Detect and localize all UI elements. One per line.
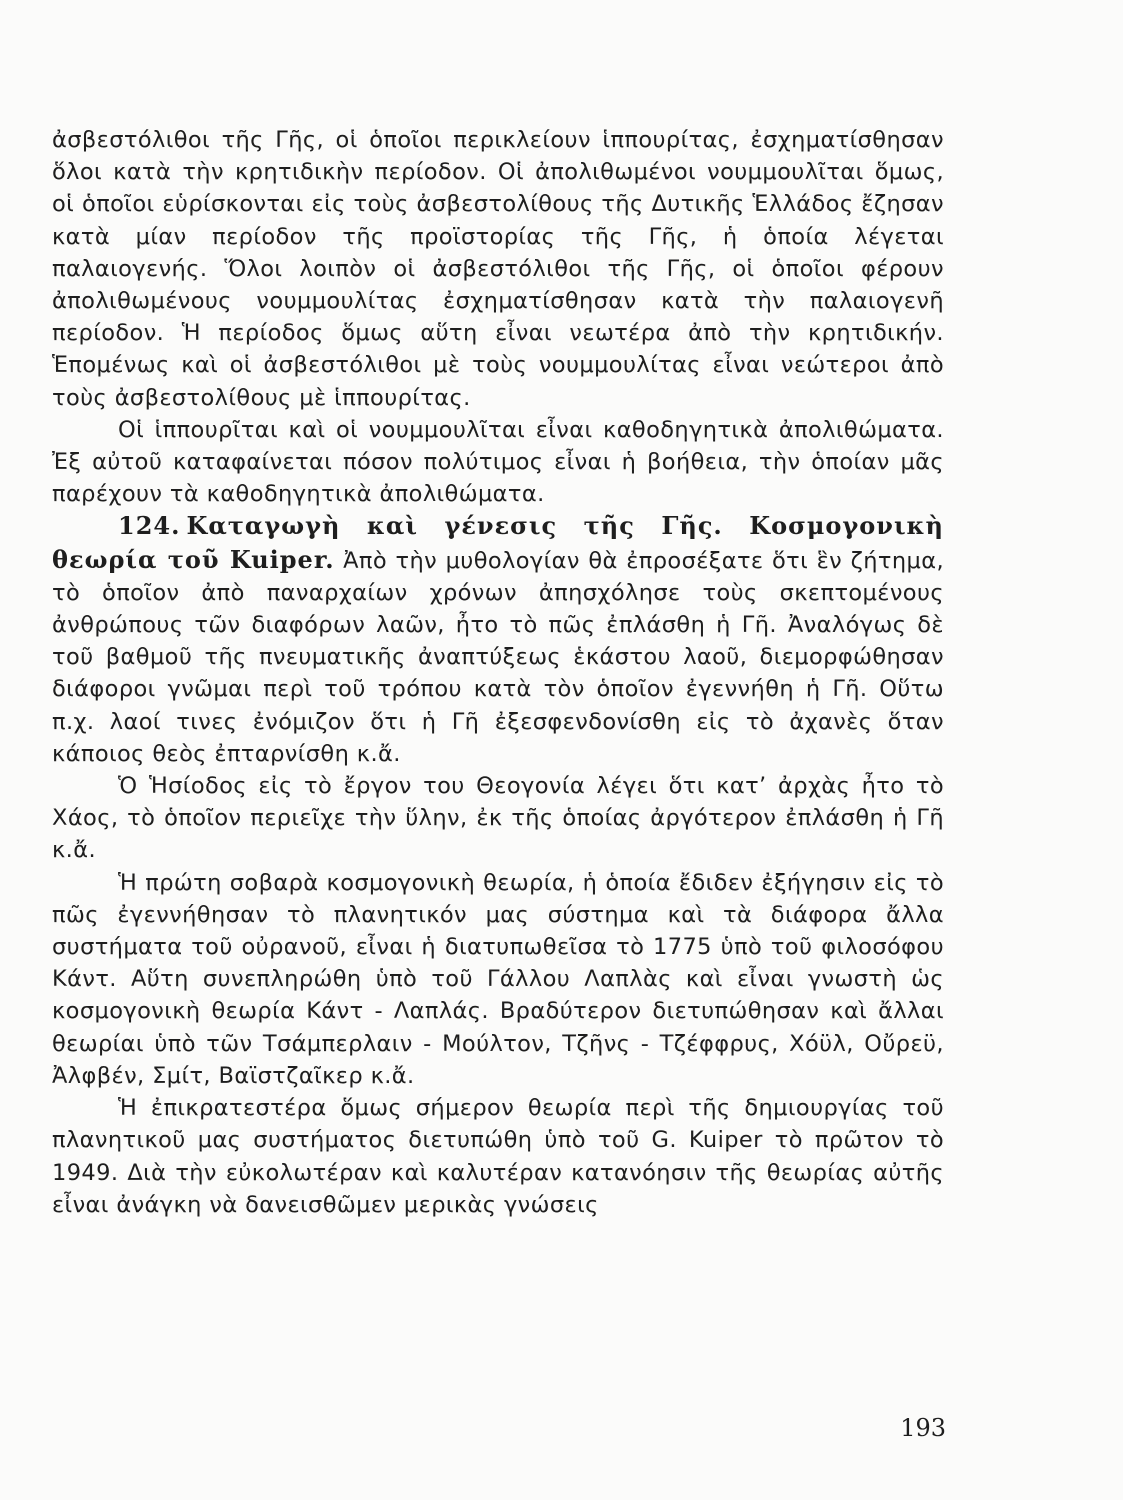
intro-paragraph-2: Οἱ ἱππουρῖται καὶ οἱ νουμμουλῖται εἶναι καθοδηγητικὰ ἀπολιθώματα. Ἐξ αὐτοῦ καταφαίνεται πόσον πολύτιμος εἶναι ἡ βοήθεια, τὴν ὁποίαν μᾶς παρέχουν τὰ καθοδηγητικὰ ἀπολιθώματα. xyxy=(52,416,944,508)
section-124-paragraph xyxy=(52,510,944,770)
section-paragraph-hesiod: Ὁ Ἡσίοδος εἰς τὸ ἔργον του Θεογονία λέγει ὅτι κατ’ ἀρχὰς ἦτο τὸ Χάος, τὸ ὁποῖον περιεῖχε τὴν ὕλην, ἐκ τῆς ὁποίας ἀργότερον ἐπλάσθη ἡ Γῆ κ.ἄ. xyxy=(52,773,944,864)
section-paragraph-kant-laplace: Ἡ πρώτη σοβαρὰ κοσμογονικὴ θεωρία, ἡ ὁποία ἔδιδεν ἐξήγησιν εἰς τὸ πῶς ἐγεννήθησαν τὸ πλανητικόν μας σύστημα καὶ τὰ διάφορα ἄλλα συστήματα τοῦ οὐρανοῦ, εἶναι ἡ διατυπωθεῖσα τὸ 1775 ὑπὸ τοῦ φιλοσόφου Κάντ. Αὕτη συνεπληρώθη ὑπὸ τοῦ Γάλλου Λαπλὰς καὶ εἶναι γνωστὴ ὡς κοσμογονικὴ θεωρία Κάντ - Λαπλάς. Βραδύτερον διετυπώθησαν καὶ ἄλλαι θεωρίαι ὑπὸ τῶν Τσάμπερλαιν - Μούλτον, Τζῆνς - Τζέφφρυς, Χόϋλ, Οὔρεϋ, Ἀλφβέν, Σμίτ, Βαϊστζαῖκερ κ.ἄ. xyxy=(52,869,944,1089)
section-lead-text: Ἀπὸ τὴν μυθολογίαν θὰ ἐπροσέξατε ὅτι ἓν ζήτημα, τὸ ὁποῖον ἀπὸ παναρχαίων χρόνων ἀπησχόλησε τοὺς σκεπτομένους ἀνθρώπους τῶν διαφόρων λαῶν, ἦτο τὸ πῶς ἐπλάσθη ἡ Γῆ. Ἀναλόγως δὲ τοῦ βαθμοῦ τῆς πνευματικῆς ἀναπτύξεως ἑκάστου λαοῦ, διεμορφώθησαν διάφοροι γνῶμαι περὶ τοῦ τρόπου κατὰ τὸν ὁποῖον ἐγεννήθη ἡ Γῆ. Οὕτω π.χ. λαοί τινες ἐνόμιζον ὅτι ἡ Γῆ ἐξεσφενδονίσθη εἰς τὸ ἀχανὲς ὅταν κάποιος θεὸς ἐπταρνίσθη κ.ἄ. xyxy=(52,547,944,767)
intro-paragraph-1: ἀσβεστόλιθοι τῆς Γῆς, οἱ ὁποῖοι περικλείουν ἱππουρίτας, ἐσχηματίσθησαν ὅλοι κατὰ τὴν κρητιδικὴν περίοδον. Οἱ ἀπολιθωμένοι νουμμουλῖται ὅμως, οἱ ὁποῖοι εὑρίσκονται εἰς τοὺς ἀσβεστολίθους τῆς Δυτικῆς Ἑλλάδος ἔζησαν κατὰ μίαν περίοδον τῆς προϊστορίας τῆς Γῆς, ἡ ὁποία λέγεται παλαιογενής. Ὅλοι λοιπὸν οἱ ἀσβεστόλιθοι τῆς Γῆς, οἱ ὁποῖοι φέρουν ἀπολιθωμένους νουμμουλίτας ἐσχηματίσθησαν κατὰ τὴν παλαιογενῆ περίοδον. Ἡ περίοδος ὅμως αὕτη εἶναι νεωτέρα ἀπὸ τὴν κρητιδικήν. Ἑπομένως καὶ οἱ ἀσβεστόλιθοι μὲ τοὺς νουμμουλίτας εἶναι νεώτεροι ἀπὸ τοὺς ἀσβεστολίθους μὲ ἱππουρίτας. xyxy=(52,127,944,411)
section-number: 124. xyxy=(118,511,181,541)
page-number: 193 xyxy=(900,1414,946,1442)
section-title: Καταγωγὴ καὶ γένεσις τῆς Γῆς. Κοσμογονικὴ θεωρία τοῦ Kuiper. xyxy=(52,511,944,574)
section-paragraph-kuiper: Ἡ ἐπικρατεστέρα ὅμως σήμερον θεωρία περὶ τῆς δημιουργίας τοῦ πλανητικοῦ μας συστήματος διετυπώθη ὑπὸ τοῦ G. Kuiper τὸ πρῶτον τὸ 1949. Διὰ τὴν εὐκολωτέραν καὶ καλυτέραν κατανόησιν τῆς θεωρίας αὐτῆς εἶναι ἀνάγκη νὰ δανεισθῶμεν μερικὰς γνώσεις xyxy=(52,1095,944,1218)
page-body xyxy=(52,124,944,1221)
